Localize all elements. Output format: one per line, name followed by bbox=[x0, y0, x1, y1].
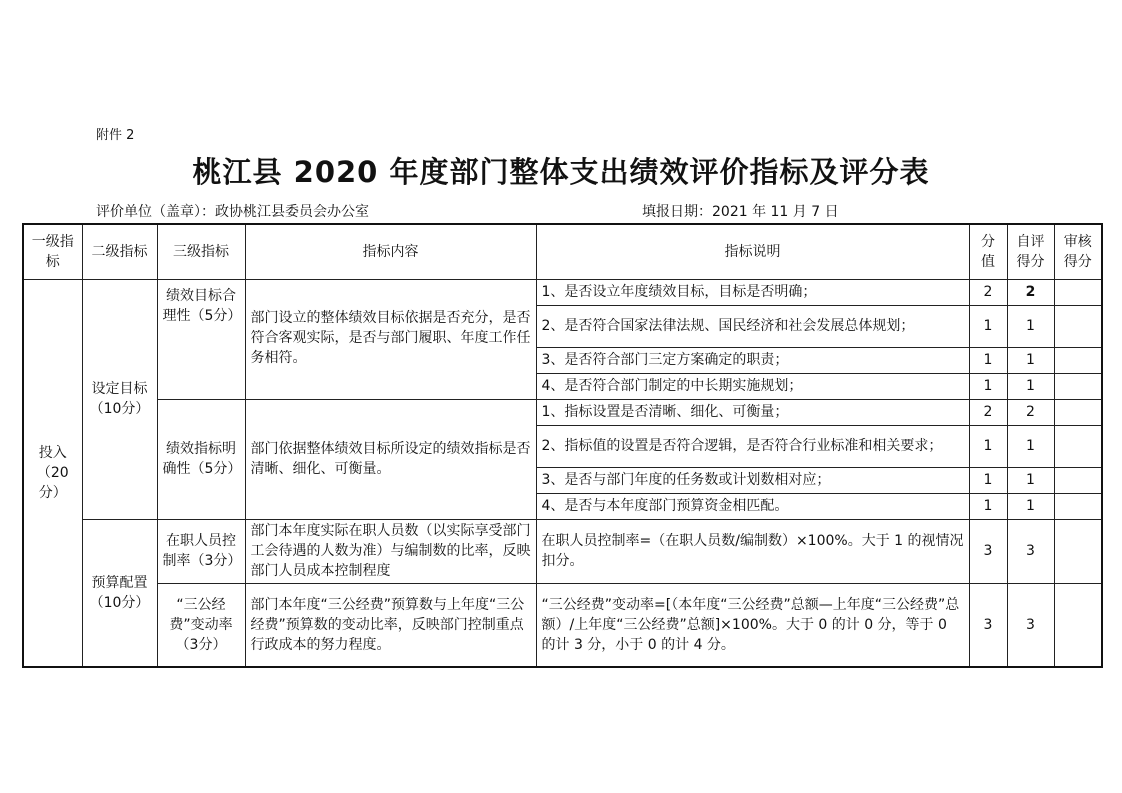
score-cell: 1 bbox=[969, 347, 1007, 373]
score-cell: 3 bbox=[969, 583, 1007, 667]
audit-score-cell bbox=[1054, 305, 1102, 347]
level3-indicator-clarity: 绩效指标明确性（5分） bbox=[157, 399, 245, 519]
description-cell: 1、是否设立年度绩效目标，目标是否明确； bbox=[536, 279, 969, 305]
content-goal-rationality: 部门设立的整体绩效目标依据是否充分，是否符合客观实际，是否与部门履职、年度工作任务相符。 bbox=[245, 279, 536, 399]
self-score-cell: 3 bbox=[1007, 519, 1054, 583]
self-score-cell: 1 bbox=[1007, 305, 1054, 347]
score-table bbox=[22, 223, 1103, 668]
fill-date: 填报日期：2021 年 11 月 7 日 bbox=[642, 204, 839, 220]
level3-staff-control: 在职人员控制率（3分） bbox=[157, 519, 245, 583]
content-three-public-rate: 部门本年度“三公经费”预算数与上年度“三公经费”预算数的变动比率，反映部门控制重点行政成本的努力程度。 bbox=[245, 583, 536, 667]
self-score-cell: 2 bbox=[1007, 279, 1054, 305]
audit-score-cell bbox=[1054, 373, 1102, 399]
header-description: 指标说明 bbox=[536, 224, 969, 279]
audit-score-cell bbox=[1054, 347, 1102, 373]
content-staff-control: 部门本年度实际在职人员数（以实际享受部门工会待遇的人数为准）与编制数的比率，反映部门人员成本控制程度 bbox=[245, 519, 536, 583]
description-cell: 1、指标设置是否清晰、细化、可衡量； bbox=[536, 399, 969, 425]
table-row bbox=[23, 583, 1102, 667]
description-cell: 在职人员控制率=（在职人员数/编制数）×100%。大于 1 的视情况扣分。 bbox=[536, 519, 969, 583]
level2-goal-setting: 设定目标（10分） bbox=[82, 279, 157, 519]
attachment-label: 附件 2 bbox=[96, 128, 135, 143]
description-cell: 2、是否符合国家法律法规、国民经济和社会发展总体规划； bbox=[536, 305, 969, 347]
table-row bbox=[23, 519, 1102, 583]
self-score-cell: 1 bbox=[1007, 467, 1054, 493]
header-content: 指标内容 bbox=[245, 224, 536, 279]
self-score-cell: 1 bbox=[1007, 347, 1054, 373]
description-cell: “三公经费”变动率=[（本年度“三公经费”总额—上年度“三公经费”总额）/上年度“三公经费”总额]×100%。大于 0 的计 0 分，等于 0 的计 3 分，小于 0 的计 4 分。 bbox=[536, 583, 969, 667]
header-level2: 二级指标 bbox=[82, 224, 157, 279]
header-row bbox=[23, 224, 1102, 279]
self-score-cell: 3 bbox=[1007, 583, 1054, 667]
header-level3: 三级指标 bbox=[157, 224, 245, 279]
score-cell: 3 bbox=[969, 519, 1007, 583]
score-cell: 2 bbox=[969, 399, 1007, 425]
description-cell: 4、是否符合部门制定的中长期实施规划； bbox=[536, 373, 969, 399]
self-score-cell: 1 bbox=[1007, 493, 1054, 519]
level2-budget-config: 预算配置（10分） bbox=[82, 519, 157, 667]
audit-score-cell bbox=[1054, 425, 1102, 467]
level1-input: 投入（20分） bbox=[23, 279, 82, 667]
description-cell: 2、指标值的设置是否符合逻辑，是否符合行业标准和相关要求； bbox=[536, 425, 969, 467]
score-cell: 1 bbox=[969, 425, 1007, 467]
description-cell: 3、是否与部门年度的任务数或计划数相对应； bbox=[536, 467, 969, 493]
audit-score-cell bbox=[1054, 583, 1102, 667]
self-score-cell: 1 bbox=[1007, 425, 1054, 467]
audit-score-cell bbox=[1054, 519, 1102, 583]
header-self-score: 自评得分 bbox=[1007, 224, 1054, 279]
level3-three-public-rate: “三公经费”变动率（3分） bbox=[157, 583, 245, 667]
score-cell: 1 bbox=[969, 373, 1007, 399]
description-cell: 4、是否与本年度部门预算资金相匹配。 bbox=[536, 493, 969, 519]
audit-score-cell bbox=[1054, 399, 1102, 425]
audit-score-cell bbox=[1054, 279, 1102, 305]
score-cell: 2 bbox=[969, 279, 1007, 305]
audit-score-cell bbox=[1054, 467, 1102, 493]
description-cell: 3、是否符合部门三定方案确定的职责； bbox=[536, 347, 969, 373]
self-score-cell: 1 bbox=[1007, 373, 1054, 399]
table-row bbox=[23, 399, 1102, 425]
level3-goal-rationality: 绩效目标合理性（5分） bbox=[157, 279, 245, 399]
page-title: 桃江县 2020 年度部门整体支出绩效评价指标及评分表 bbox=[192, 155, 930, 189]
score-cell: 1 bbox=[969, 467, 1007, 493]
audit-score-cell bbox=[1054, 493, 1102, 519]
self-score-cell: 2 bbox=[1007, 399, 1054, 425]
content-indicator-clarity: 部门依据整体绩效目标所设定的绩效指标是否清晰、细化、可衡量。 bbox=[245, 399, 536, 519]
header-audit-score: 审核得分 bbox=[1054, 224, 1102, 279]
header-score: 分值 bbox=[969, 224, 1007, 279]
table-row bbox=[23, 279, 1102, 305]
score-cell: 1 bbox=[969, 493, 1007, 519]
evaluation-unit: 评价单位（盖章）：政协桃江县委员会办公室 bbox=[96, 204, 369, 220]
score-cell: 1 bbox=[969, 305, 1007, 347]
header-level1: 一级指标 bbox=[23, 224, 82, 279]
